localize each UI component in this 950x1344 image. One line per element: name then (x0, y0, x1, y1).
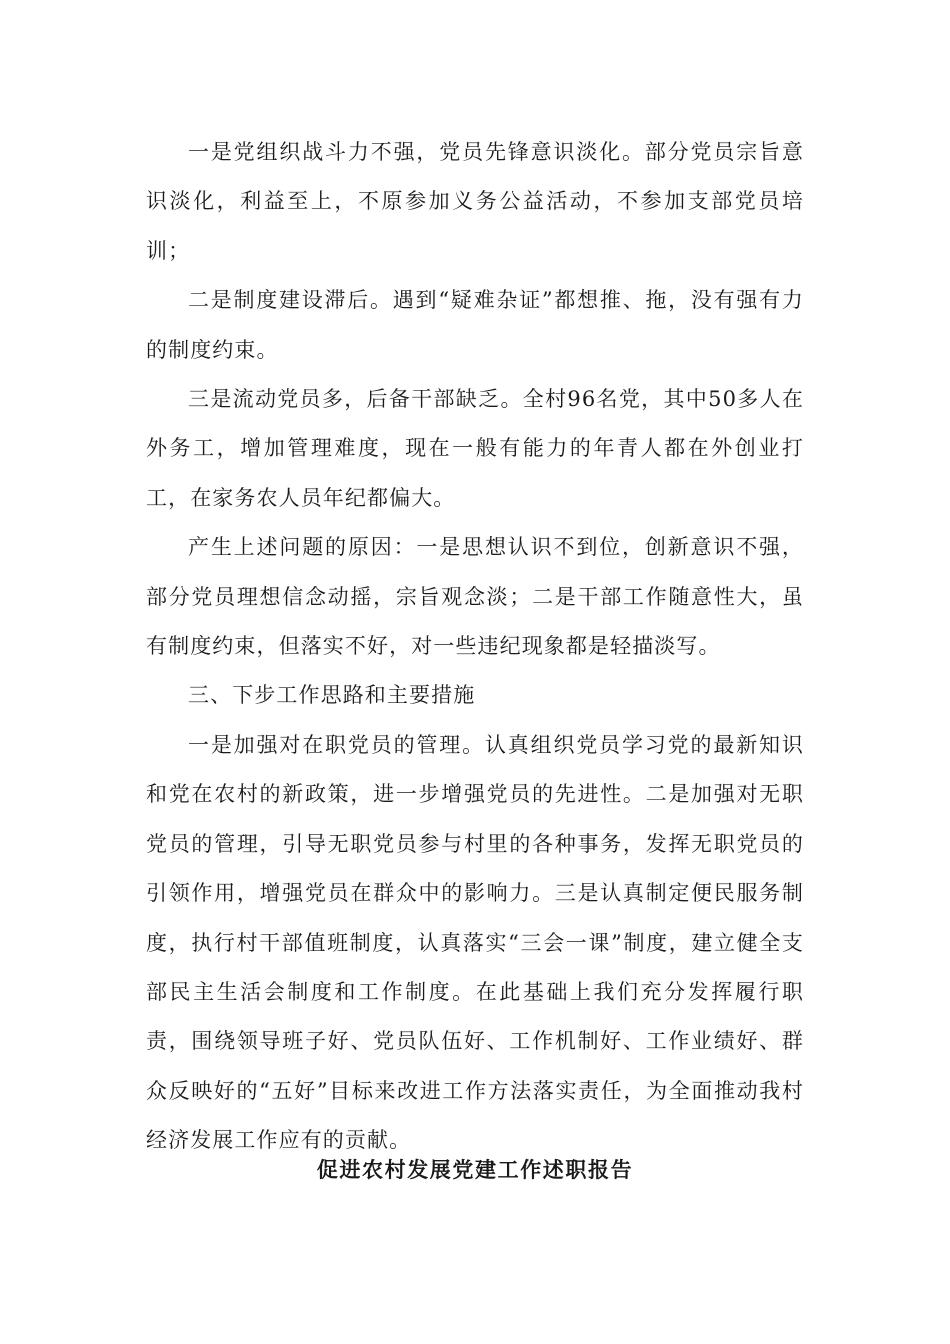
section-heading: 三、下步工作思路和主要措施 (188, 683, 476, 708)
paragraph-problem-1: 一是党组织战斗力不强，党员先锋意识淡化。部分党员宗旨意识淡化，利益至上，不原参加义务公益活动，不参加支部党员培训； (146, 140, 804, 263)
paragraph-measures: 一是加强对在职党员的管理。认真组织党员学习党的最新知识和党在农村的新政策，进一步增强党员的先进性。二是加强对无职党员的管理，引导无职党员参与村里的各种事务，发挥无职党员的引领作用，增强党员在群众中的影响力。三是认真制定便民服务制度，执行村干部值班制度，认真落实“三会一课”制度，建立健全支部民主生活会制度和工作制度。在此基础上我们充分发挥履行职责，围绕领导班子好、党员队伍好、工作机制好、工作业绩好、群众反映好的“五好”目标来改进工作方法落实责任，为全面推动我村经济发展工作应有的贡献。 (146, 732, 804, 1153)
paragraph-problem-2: 二是制度建设滞后。遇到“疑难杂证”都想推、拖，没有强有力的制度约束。 (146, 288, 804, 362)
paragraph-problem-3: 三是流动党员多，后备干部缺乏。全村96名党，其中50多人在外务工，增加管理难度，现在一般有能力的年青人都在外创业打工，在家务农人员年纪都偏大。 (146, 387, 804, 510)
paragraph-causes: 产生上述问题的原因：一是思想认识不到位，创新意识不强，部分党员理想信念动摇，宗旨观念淡；二是干部工作随意性大，虽有制度约束，但落实不好，对一些违纪现象都是轻描淡写。 (146, 535, 804, 659)
report-title: 促进农村发展党建工作述职报告 (316, 1157, 634, 1182)
document-body (146, 128, 804, 1166)
